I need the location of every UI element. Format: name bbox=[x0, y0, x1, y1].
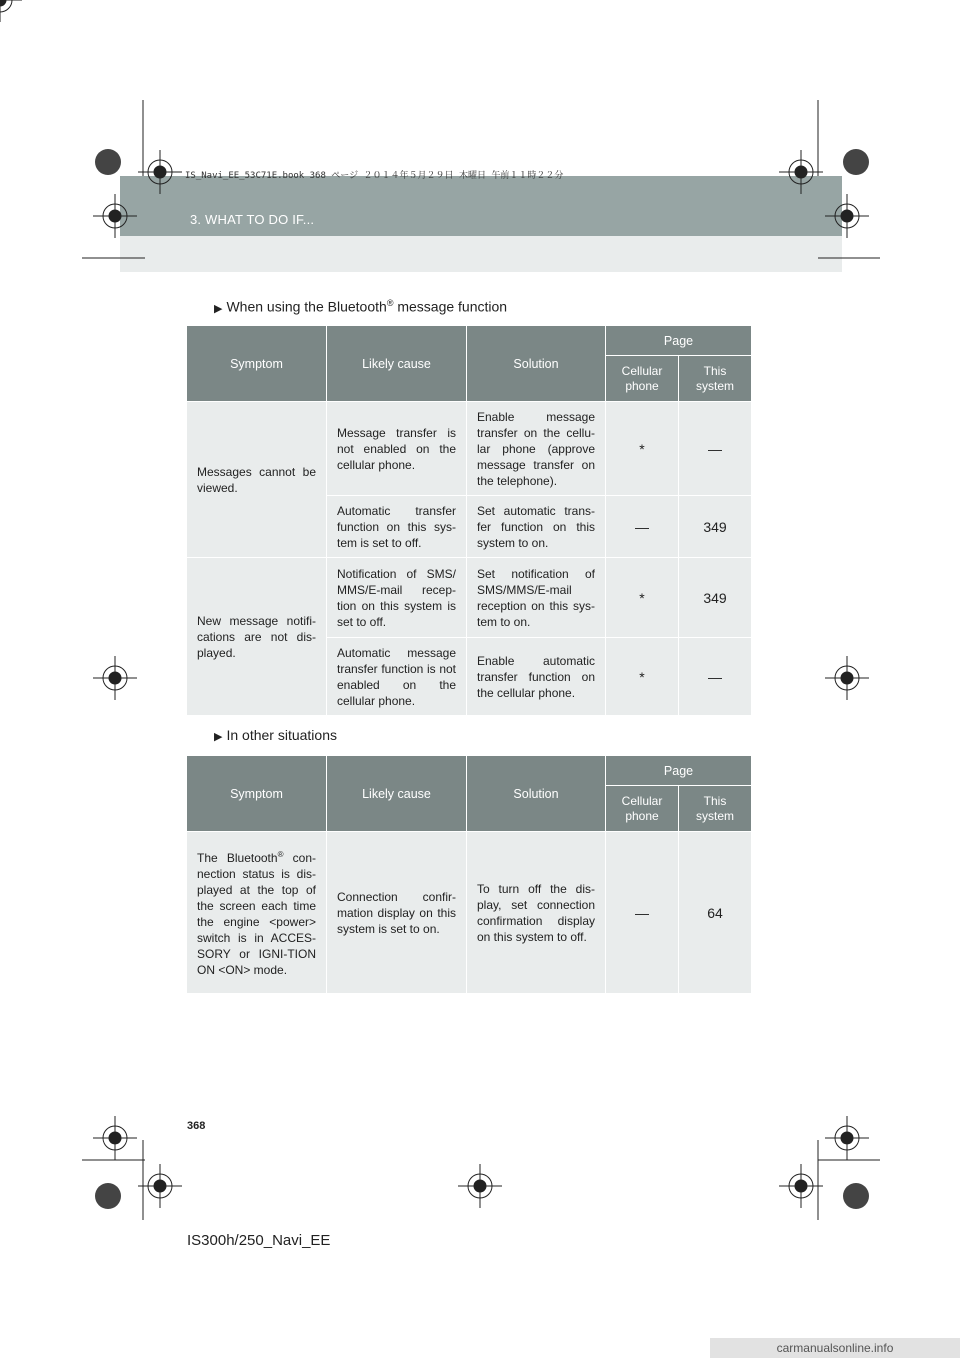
triangle-bullet-icon: ▶ bbox=[214, 302, 223, 315]
header-likely-cause: Likely cause bbox=[327, 326, 467, 402]
watermark: carmanualsonline.info bbox=[710, 1338, 960, 1358]
solution-cell: Enable automatic transfer function on the cellular phone. bbox=[467, 638, 606, 716]
symptom-cell: New message notifi-cations are not dis-played. bbox=[187, 558, 327, 716]
cause-cell: Notification of SMS/ MMS/E-mail recep-tion on this system is set to off. bbox=[327, 558, 467, 638]
system-page-cell: 349 bbox=[679, 496, 751, 558]
cellular-page-cell: * bbox=[606, 402, 679, 496]
cellular-page-cell: — bbox=[606, 496, 679, 558]
solution-cell: Enable message transfer on the cellu-lar phone (approve message transfer on the telephone). bbox=[467, 402, 606, 496]
print-info-line: IS_Navi_EE_53C71E.book 368 ページ ２０１４年５月２９日 木曜日 午前１１時２２分 bbox=[185, 171, 564, 181]
section-title: 3. WHAT TO DO IF... bbox=[190, 212, 315, 227]
symptom-cell: The Bluetooth® con-nection status is dis-played at the top of the screen each time the engine <power> switch is in ACCES-SORY or IGNI-TION ON <ON> mode. bbox=[187, 832, 327, 994]
solution-cell: Set automatic trans-fer function on this system to on. bbox=[467, 496, 606, 558]
cause-cell: Connection confir-mation display on this system is set to on. bbox=[327, 832, 467, 994]
cellular-page-cell: * bbox=[606, 638, 679, 716]
header-symptom: Symptom bbox=[187, 326, 327, 402]
system-page-cell: — bbox=[679, 402, 751, 496]
system-page-cell: 349 bbox=[679, 558, 751, 638]
header-symptom: Symptom bbox=[187, 756, 327, 832]
model-label: IS300h/250_Navi_EE bbox=[187, 1232, 331, 1249]
header-this-system: This system bbox=[679, 786, 751, 832]
solution-cell: To turn off the dis-play, set connection confirmation display on this system to off. bbox=[467, 832, 606, 994]
cause-cell: Automatic transfer function on this sys-tem is set to off. bbox=[327, 496, 467, 558]
cellular-page-cell: — bbox=[606, 832, 679, 994]
header-solution: Solution bbox=[467, 756, 606, 832]
header-page: Page bbox=[606, 756, 751, 786]
solution-cell: Set notification of SMS/MMS/E-mail reception on this sys-tem to on. bbox=[467, 558, 606, 638]
header-this-system: This system bbox=[679, 356, 751, 402]
page-number: 368 bbox=[187, 1120, 206, 1132]
header-page: Page bbox=[606, 326, 751, 356]
symptom-cell: Messages cannot be viewed. bbox=[187, 402, 327, 558]
cause-cell: Automatic message transfer function is not enabled on the cellular phone. bbox=[327, 638, 467, 716]
subheading-other-situations: ▶ In other situations bbox=[214, 727, 337, 743]
system-page-cell: — bbox=[679, 638, 751, 716]
triangle-bullet-icon: ▶ bbox=[214, 731, 223, 743]
header-cellular-phone: Cellular phone bbox=[606, 356, 679, 402]
header-solution: Solution bbox=[467, 326, 606, 402]
cause-cell: Message transfer is not enabled on the cellular phone. bbox=[327, 402, 467, 496]
cellular-page-cell: * bbox=[606, 558, 679, 638]
subheading-bluetooth-message: ▶ When using the Bluetooth® message function bbox=[214, 298, 508, 315]
header-likely-cause: Likely cause bbox=[327, 756, 467, 832]
system-page-cell: 64 bbox=[679, 832, 751, 994]
header-cellular-phone: Cellular phone bbox=[606, 786, 679, 832]
